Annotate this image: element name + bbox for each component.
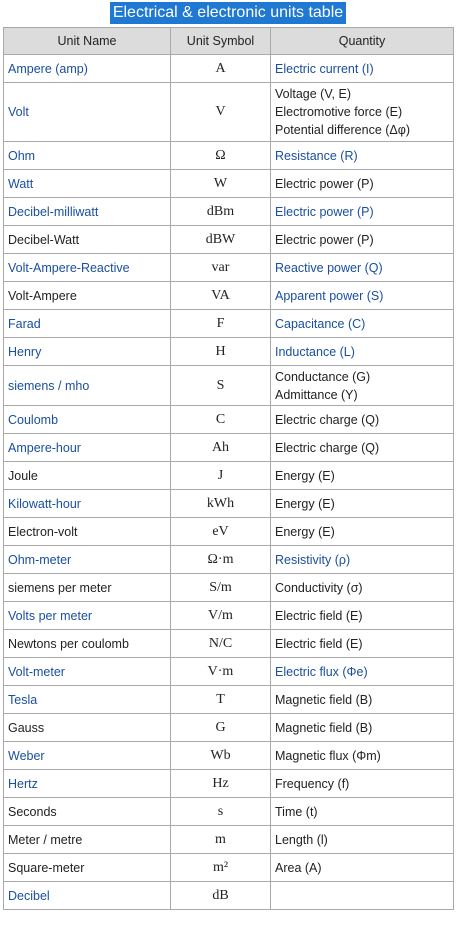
unit-symbol-cell: Hz — [171, 770, 271, 798]
table-row — [4, 574, 454, 602]
table-row — [4, 686, 454, 714]
table-row — [4, 658, 454, 686]
quantity-line: Apparent power (S) — [275, 288, 384, 303]
unit-symbol-cell: Ah — [171, 434, 271, 462]
quantity-cell — [271, 826, 454, 854]
unit-name-cell: Newtons per coulomb — [4, 630, 171, 658]
quantity-cell — [271, 630, 454, 658]
unit-name-cell: Gauss — [4, 714, 171, 742]
unit-symbol-cell: F — [171, 310, 271, 338]
quantity-line: Time (t) — [275, 804, 318, 819]
table-row — [4, 142, 454, 170]
quantity-line: Energy (E) — [275, 496, 335, 511]
quantity-cell — [271, 490, 454, 518]
unit-name-cell: Meter / metre — [4, 826, 171, 854]
quantity-line: Electric power (P) — [275, 204, 374, 219]
quantity-cell — [271, 366, 454, 406]
unit-name-cell[interactable]: Watt — [4, 170, 171, 198]
unit-symbol-cell: Wb — [171, 742, 271, 770]
quantity-line: Energy (E) — [275, 468, 335, 483]
unit-symbol-cell: Ω·m — [171, 546, 271, 574]
quantity-line: Potential difference (Δφ) — [275, 123, 411, 137]
quantity-cell[interactable] — [271, 310, 454, 338]
table-body — [4, 55, 454, 910]
unit-name-cell[interactable]: Volts per meter — [4, 602, 171, 630]
unit-name-cell[interactable]: Tesla — [4, 686, 171, 714]
unit-name-cell[interactable]: Volt-meter — [4, 658, 171, 686]
quantity-line: Electric current (I) — [275, 61, 374, 76]
quantity-cell — [271, 714, 454, 742]
unit-name-cell[interactable]: Weber — [4, 742, 171, 770]
quantity-line: Electric charge (Q) — [275, 440, 380, 455]
quantity-line: Electric charge (Q) — [275, 412, 380, 427]
quantity-line: Electric power (P) — [275, 232, 374, 247]
table-row — [4, 83, 454, 142]
table-row — [4, 310, 454, 338]
quantity-line: Resistance (R) — [275, 148, 358, 163]
header-quantity: Quantity — [271, 28, 454, 55]
quantity-line: Area (A) — [275, 860, 322, 875]
table-title: Electrical & electronic units table — [110, 2, 346, 24]
quantity-line: Reactive power (Q) — [275, 260, 383, 275]
table-row — [4, 282, 454, 310]
unit-symbol-cell: Ω — [171, 142, 271, 170]
unit-name-cell[interactable]: Ohm — [4, 142, 171, 170]
quantity-line: Admittance (Y) — [275, 387, 358, 402]
unit-symbol-cell: m² — [171, 854, 271, 882]
quantity-line: Electric flux (Φe) — [275, 664, 368, 679]
quantity-line: Electromotive force (E) — [275, 105, 403, 119]
unit-symbol-cell: A — [171, 55, 271, 83]
table-row — [4, 254, 454, 282]
quantity-line: Magnetic field (B) — [275, 692, 373, 707]
unit-name-cell[interactable]: siemens / mho — [4, 366, 171, 406]
table-row — [4, 55, 454, 83]
table-row — [4, 406, 454, 434]
table-row — [4, 198, 454, 226]
unit-name-cell[interactable]: Volt — [4, 83, 171, 142]
unit-symbol-cell: J — [171, 462, 271, 490]
unit-name-cell[interactable]: Ohm-meter — [4, 546, 171, 574]
unit-symbol-cell: S/m — [171, 574, 271, 602]
quantity-line: Electric power (P) — [275, 176, 374, 191]
unit-name-cell: Volt-Ampere — [4, 282, 171, 310]
unit-symbol-cell: T — [171, 686, 271, 714]
quantity-cell — [271, 406, 454, 434]
quantity-line: Frequency (f) — [275, 776, 350, 791]
quantity-cell — [271, 686, 454, 714]
table-row — [4, 854, 454, 882]
quantity-cell[interactable] — [271, 282, 454, 310]
table-row — [4, 226, 454, 254]
table-row — [4, 490, 454, 518]
unit-name-cell[interactable]: Ampere (amp) — [4, 55, 171, 83]
quantity-cell — [271, 854, 454, 882]
quantity-cell[interactable] — [271, 198, 454, 226]
header-unit-name: Unit Name — [4, 28, 171, 55]
quantity-line: Capacitance (C) — [275, 316, 366, 331]
quantity-line: Electric field (E) — [275, 608, 363, 623]
table-row — [4, 170, 454, 198]
unit-name-cell: Seconds — [4, 798, 171, 826]
quantity-cell — [271, 434, 454, 462]
quantity-cell[interactable] — [271, 254, 454, 282]
unit-symbol-cell: G — [171, 714, 271, 742]
unit-name-cell: Electron-volt — [4, 518, 171, 546]
unit-symbol-cell: C — [171, 406, 271, 434]
quantity-line: Length (l) — [275, 832, 328, 847]
unit-symbol-cell: dB — [171, 882, 271, 910]
quantity-line: Inductance (L) — [275, 344, 355, 359]
quantity-cell[interactable] — [271, 546, 454, 574]
quantity-cell — [271, 798, 454, 826]
unit-name-cell[interactable]: Farad — [4, 310, 171, 338]
quantity-cell — [271, 518, 454, 546]
quantity-line: Resistivity (ρ) — [275, 552, 351, 567]
quantity-line: Voltage (V, E) — [275, 87, 351, 101]
table-row — [4, 714, 454, 742]
unit-name-cell[interactable]: Ampere-hour — [4, 434, 171, 462]
unit-symbol-cell: H — [171, 338, 271, 366]
table-row — [4, 798, 454, 826]
unit-symbol-cell: V — [171, 83, 271, 142]
unit-name-cell: Decibel-Watt — [4, 226, 171, 254]
unit-name-cell: Square-meter — [4, 854, 171, 882]
quantity-cell — [271, 462, 454, 490]
quantity-line: Magnetic flux (Φm) — [275, 748, 381, 763]
unit-name-cell[interactable]: Henry — [4, 338, 171, 366]
unit-symbol-cell: var — [171, 254, 271, 282]
unit-name-cell[interactable]: Decibel-milliwatt — [4, 198, 171, 226]
unit-symbol-cell: W — [171, 170, 271, 198]
quantity-line: Energy (E) — [275, 524, 335, 539]
unit-symbol-cell: VA — [171, 282, 271, 310]
quantity-cell[interactable] — [271, 658, 454, 686]
unit-symbol-cell: dBm — [171, 198, 271, 226]
quantity-line: Conductance (G) — [275, 369, 371, 384]
quantity-cell[interactable] — [271, 338, 454, 366]
unit-symbol-cell: eV — [171, 518, 271, 546]
table-row — [4, 826, 454, 854]
table-row — [4, 742, 454, 770]
quantity-cell — [271, 83, 454, 142]
unit-name-cell[interactable]: Hertz — [4, 770, 171, 798]
table-row — [4, 366, 454, 406]
unit-name-cell[interactable]: Coulomb — [4, 406, 171, 434]
unit-name-cell[interactable]: Kilowatt-hour — [4, 490, 171, 518]
quantity-cell — [271, 770, 454, 798]
unit-symbol-cell: m — [171, 826, 271, 854]
quantity-cell — [271, 574, 454, 602]
table-row — [4, 518, 454, 546]
unit-name-cell[interactable]: Decibel — [4, 882, 171, 910]
quantity-cell — [271, 170, 454, 198]
table-row — [4, 434, 454, 462]
unit-symbol-cell: s — [171, 798, 271, 826]
unit-symbol-cell: dBW — [171, 226, 271, 254]
quantity-cell — [271, 742, 454, 770]
unit-symbol-cell: V·m — [171, 658, 271, 686]
unit-name-cell: siemens per meter — [4, 574, 171, 602]
units-table — [3, 27, 454, 910]
unit-name-cell: Joule — [4, 462, 171, 490]
table-row — [4, 602, 454, 630]
quantity-line: Magnetic field (B) — [275, 720, 373, 735]
quantity-cell — [271, 882, 454, 910]
unit-symbol-cell: V/m — [171, 602, 271, 630]
unit-name-cell[interactable]: Volt-Ampere-Reactive — [4, 254, 171, 282]
quantity-cell[interactable] — [271, 55, 454, 83]
unit-symbol-cell: S — [171, 366, 271, 406]
table-row — [4, 630, 454, 658]
table-row — [4, 882, 454, 910]
unit-symbol-cell: N/C — [171, 630, 271, 658]
quantity-line: Electric field (E) — [275, 636, 363, 651]
quantity-cell[interactable] — [271, 142, 454, 170]
unit-symbol-cell: kWh — [171, 490, 271, 518]
table-row — [4, 462, 454, 490]
quantity-cell — [271, 602, 454, 630]
header-row — [4, 28, 454, 55]
table-row — [4, 546, 454, 574]
quantity-line: Conductivity (σ) — [275, 580, 363, 595]
quantity-cell — [271, 226, 454, 254]
table-row — [4, 338, 454, 366]
table-row — [4, 770, 454, 798]
header-unit-symbol: Unit Symbol — [171, 28, 271, 55]
